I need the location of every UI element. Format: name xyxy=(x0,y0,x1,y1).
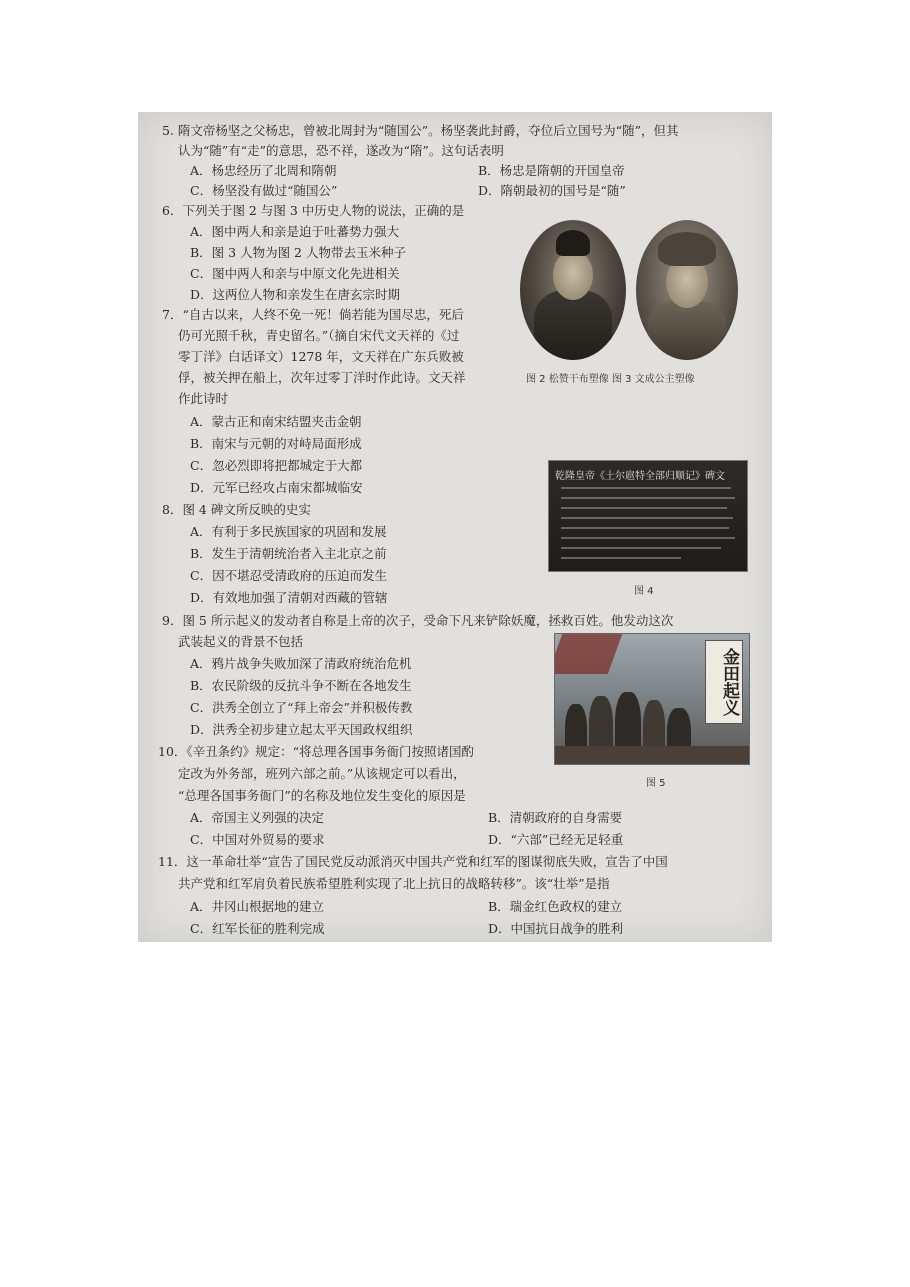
q6-option-c: C．图中两人和亲与中原文化先进相关 xyxy=(190,266,400,281)
q10-option-a: A．帝国主义列强的决定 xyxy=(190,810,325,825)
figure-4-caption: 图 4 xyxy=(634,586,654,597)
jintian-banner: 金田起义 xyxy=(705,640,743,724)
q7-option-c: C．忽必烈即将把都城定于大都 xyxy=(190,458,363,473)
q5-option-b: B．杨忠是隋朝的开国皇帝 xyxy=(478,163,625,178)
q7-stem-line1: 7．“自古以来，人终不免一死！倘若能为国尽忠，死后 xyxy=(162,307,464,322)
q7-stem-line2: 仍可光照千秋，青史留名。”（摘自宋代文天祥的《过 xyxy=(178,328,460,343)
q8-option-d: D．有效地加强了清朝对西藏的管辖 xyxy=(190,590,388,605)
q9-option-a: A．鸦片战争失败加深了清政府统治危机 xyxy=(190,656,412,671)
q5-option-a: A．杨忠经历了北周和隋朝 xyxy=(190,163,337,178)
q5-stem-line2: 认为“随”有“走”的意思，恐不祥，遂改为“隋”。这句话表明 xyxy=(178,143,504,158)
q5-option-d: D．隋朝最初的国号是“随” xyxy=(478,183,626,198)
q10-option-c: C．中国对外贸易的要求 xyxy=(190,832,325,847)
q9-option-b: B．农民阶级的反抗斗争不断在各地发生 xyxy=(190,678,412,693)
q10-option-b: B．清朝政府的自身需要 xyxy=(488,810,623,825)
q7-stem-line4: 俘，被关押在船上，次年过零丁洋时作此诗。文天祥 xyxy=(178,370,466,385)
princess-wencheng-statue-image xyxy=(636,220,738,360)
q11-stem-line1: 11．这一革命壮举“宣告了国民党反动派消灭中国共产党和红军的图谋彻底失败，宣告了中国 xyxy=(158,854,668,869)
jintian-uprising-painting xyxy=(554,633,750,765)
q7-option-a: A．蒙古正和南宋结盟夹击金朝 xyxy=(190,414,362,429)
q6-option-b: B．图 3 人物为图 2 人物带去玉米种子 xyxy=(190,245,406,260)
q10-stem-line2: 定改为外务部，班列六部之前。”从该规定可以看出， xyxy=(178,766,466,781)
scanned-exam-page xyxy=(138,112,772,942)
q11-option-d: D．中国抗日战争的胜利 xyxy=(488,921,624,936)
q9-stem-line2: 武装起义的背景不包括 xyxy=(178,634,304,649)
songtsen-gampo-statue-image xyxy=(520,220,626,360)
q7-option-b: B．南宋与元朝的对峙局面形成 xyxy=(190,436,362,451)
q8-stem: 8．图 4 碑文所反映的史实 xyxy=(162,502,311,517)
q9-option-d: D．洪秀全初步建立起太平天国政权组织 xyxy=(190,722,413,737)
q11-option-c: C．红军长征的胜利完成 xyxy=(190,921,325,936)
stele-inscription-image xyxy=(548,460,748,572)
q7-stem-line3: 零丁洋》白话译文）1278 年，文天祥在广东兵败被 xyxy=(178,349,464,364)
q5-stem-line1: 5. 隋文帝杨坚之父杨忠，曾被北周封为“随国公”。杨坚袭此封爵，夺位后立国号为“随”，但其 xyxy=(162,123,679,138)
q9-stem-line1: 9．图 5 所示起义的发动者自称是上帝的次子，受命下凡来铲除妖魔，拯救百姓。他发动这次 xyxy=(162,613,674,628)
q10-option-d: D．“六部”已经无足轻重 xyxy=(488,832,624,847)
q6-option-a: A．图中两人和亲是迫于吐蕃势力强大 xyxy=(190,224,400,239)
q11-option-a: A．井冈山根据地的建立 xyxy=(190,899,325,914)
q10-stem-line3: “总理各国事务衙门”的名称及地位发生变化的原因是 xyxy=(178,788,466,803)
q11-stem-line2: 共产党和红军肩负着民族希望胜利实现了北上抗日的战略转移”。该“壮举”是指 xyxy=(178,876,610,891)
q8-option-a: A．有利于多民族国家的巩固和发展 xyxy=(190,524,387,539)
q8-option-c: C．因不堪忍受清政府的压迫而发生 xyxy=(190,568,388,583)
q6-stem: 6．下列关于图 2 与图 3 中历史人物的说法，正确的是 xyxy=(162,203,465,218)
figure-2-3-caption: 图 2 松赞干布塑像 图 3 文成公主塑像 xyxy=(526,374,695,385)
stele-title: 乾隆皇帝《土尔扈特全部归顺记》碑文 xyxy=(555,471,725,482)
q11-option-b: B．瑞金红色政权的建立 xyxy=(488,899,623,914)
q6-option-d: D．这两位人物和亲发生在唐玄宗时期 xyxy=(190,287,401,302)
figure-5-caption: 图 5 xyxy=(646,778,666,789)
q10-stem-line1: 10．《辛丑条约》规定：“将总理各国事务衙门按照诸国酌 xyxy=(158,744,475,759)
q8-option-b: B．发生于清朝统治者入主北京之前 xyxy=(190,546,387,561)
q7-option-d: D．元军已经攻占南宋都城临安 xyxy=(190,480,363,495)
q7-stem-line5: 作此诗时 xyxy=(178,391,229,406)
q5-option-c: C．杨坚没有做过“随国公” xyxy=(190,183,338,198)
q9-option-c: C．洪秀全创立了“拜上帝会”并积极传教 xyxy=(190,700,413,715)
